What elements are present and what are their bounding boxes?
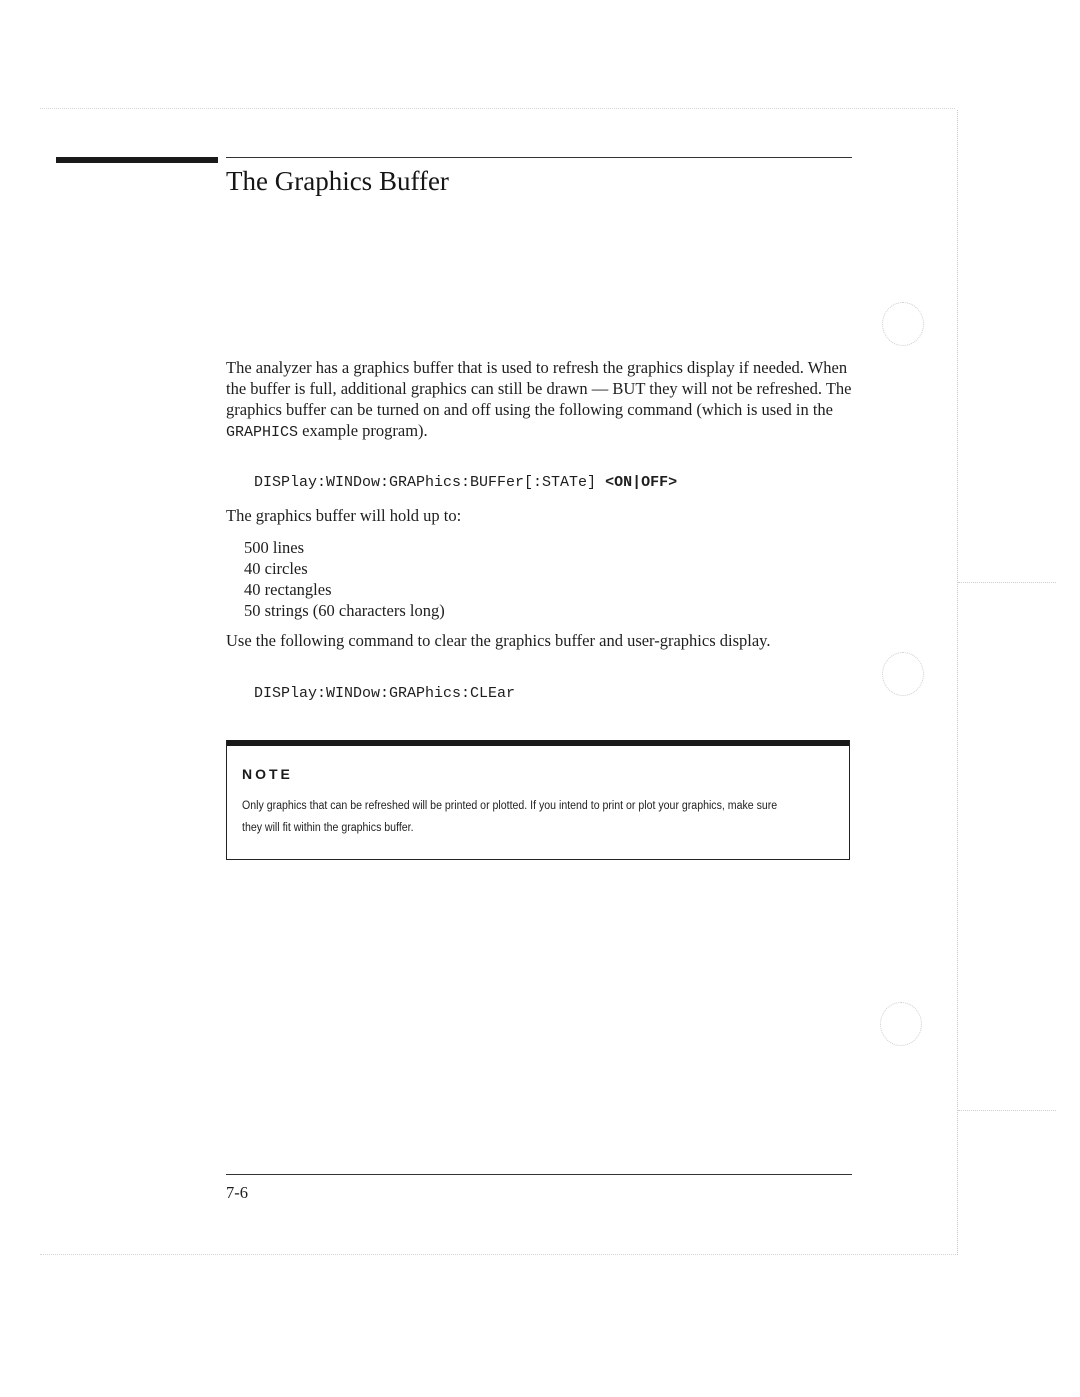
capacity-intro: The graphics buffer will hold up to: bbox=[226, 506, 462, 525]
list-item: 40 circles bbox=[244, 559, 308, 578]
page-number: 7-6 bbox=[226, 1183, 248, 1202]
scan-edge-right bbox=[957, 110, 958, 1255]
list-item: 50 strings (60 characters long) bbox=[244, 601, 445, 620]
note-text: Only graphics that can be refreshed will be printed or plotted. If you intend to print or plot your graphics, make sure they will fit within the graphics buffer. bbox=[242, 800, 778, 834]
intro-paragraph bbox=[226, 357, 866, 443]
punch-hole-mark bbox=[882, 652, 924, 696]
inline-code-graphics: GRAPHICS bbox=[226, 424, 299, 441]
clear-paragraph: Use the following command to clear the graphics buffer and user-graphics display. bbox=[226, 631, 771, 650]
buffer-command-args: <ON|OFF> bbox=[605, 474, 678, 491]
punch-hole-mark bbox=[880, 1002, 922, 1046]
capacity-list bbox=[244, 537, 445, 621]
section-header-bar bbox=[56, 157, 218, 163]
note-box bbox=[226, 740, 850, 860]
tab-divider-mark bbox=[958, 1110, 1056, 1111]
intro-text-start: The analyzer has a graphics buffer that is used to refresh the graphics display if needed. When the buffer is full, additional graphics can still be drawn — BUT they will not be refreshed. The graphics buffer can be turned on and off using the following command (which is used in the bbox=[226, 358, 852, 419]
tab-divider-mark bbox=[958, 582, 1056, 583]
section-title: The Graphics Buffer bbox=[226, 166, 449, 196]
clear-command: DISPlay:WINDow:GRAPhics:CLEar bbox=[254, 685, 516, 702]
footer-rule bbox=[226, 1174, 852, 1175]
punch-hole-mark bbox=[882, 302, 924, 346]
note-top-bar bbox=[227, 740, 849, 746]
buffer-state-command bbox=[254, 474, 677, 491]
scan-edge-top bbox=[40, 108, 955, 109]
scan-edge-bottom bbox=[40, 1254, 958, 1255]
note-label: NOTE bbox=[242, 766, 293, 782]
section-header-rule bbox=[226, 157, 852, 158]
list-item: 500 lines bbox=[244, 538, 305, 557]
buffer-command-path: DISPlay:WINDow:GRAPhics:BUFFer[:STATe] bbox=[254, 474, 606, 491]
list-item: 40 rectangles bbox=[244, 580, 332, 599]
intro-text-end: example program). bbox=[298, 421, 428, 440]
